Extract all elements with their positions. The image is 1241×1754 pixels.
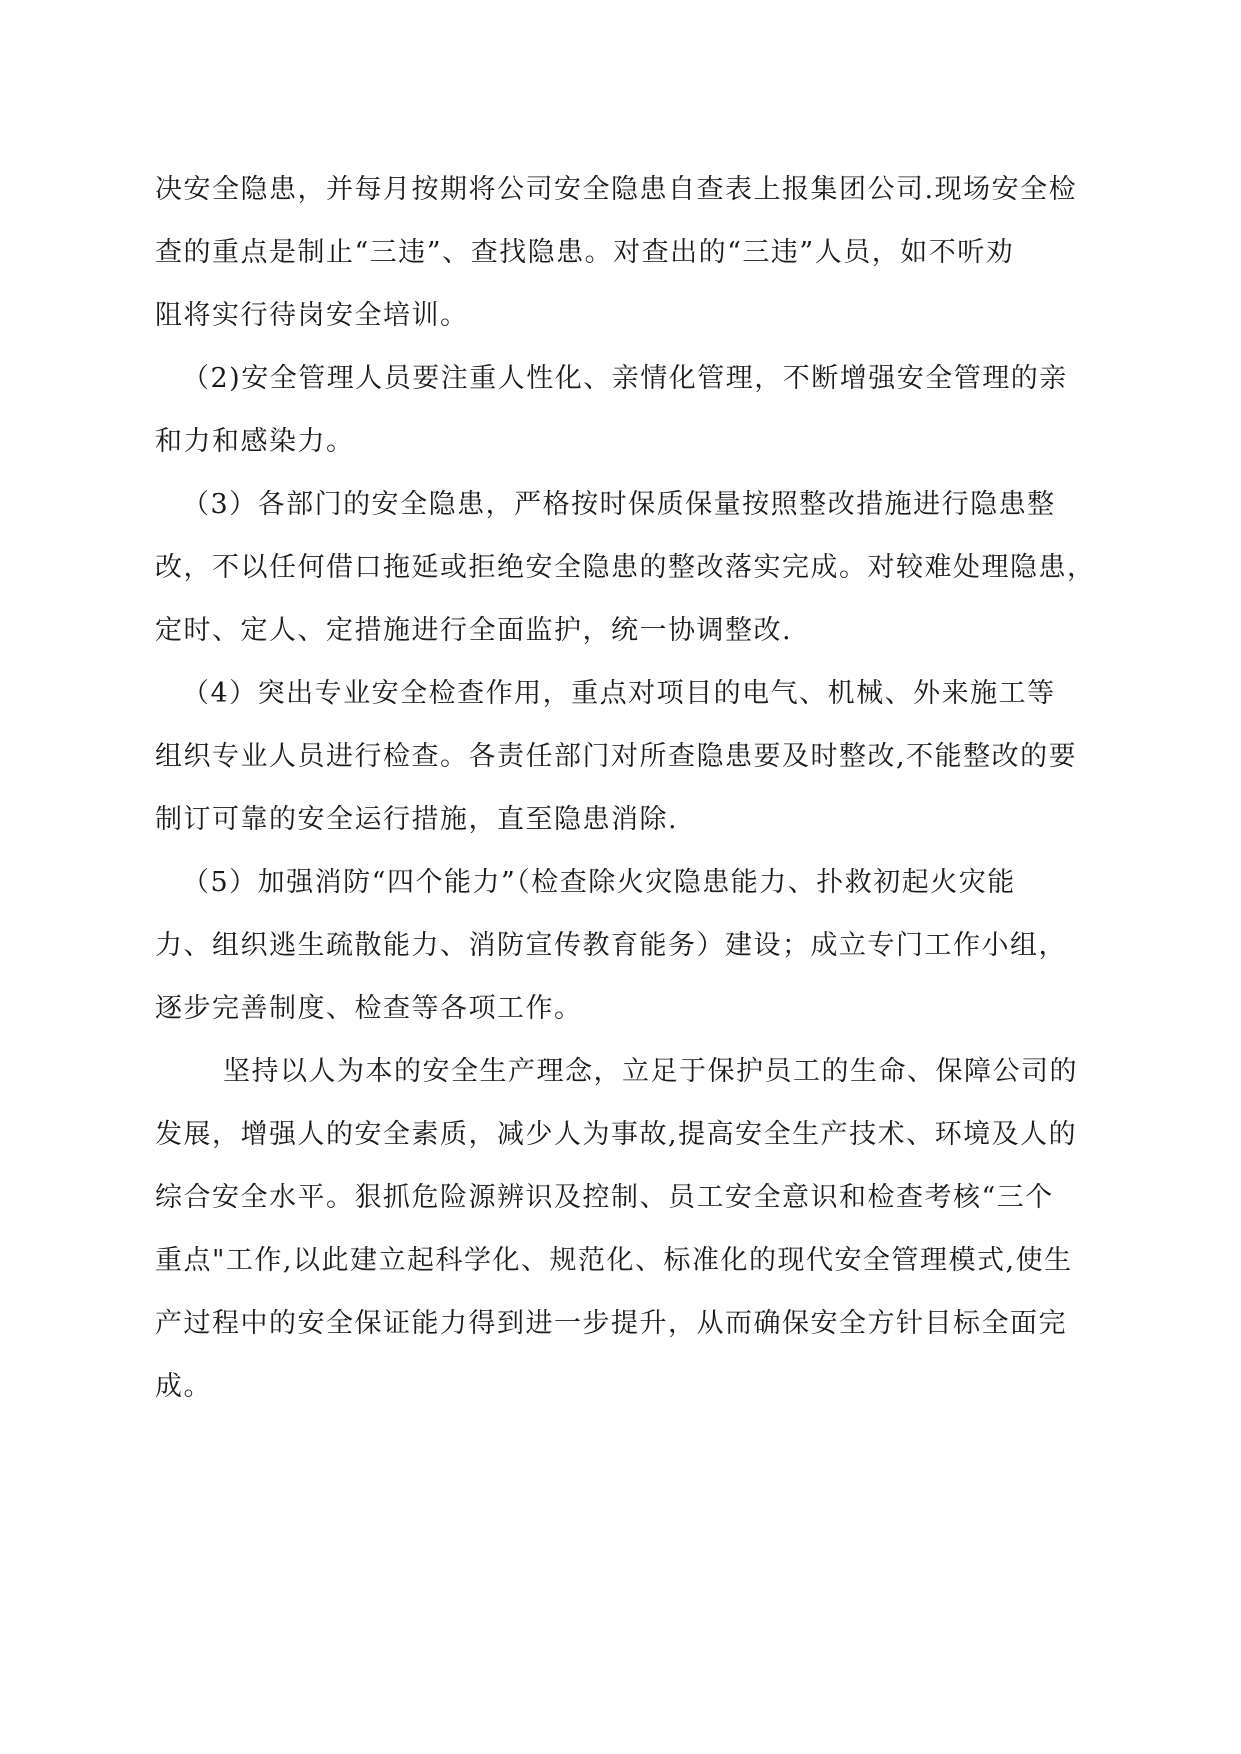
paragraph-6 <box>155 1040 1155 1418</box>
text-line: 改，不以任何借口拖延或拒绝安全隐患的整改落实完成。对较难处理隐患， <box>155 552 1096 583</box>
paragraph-3 <box>155 473 1155 662</box>
text-line: 决安全隐患，并每月按期将公司安全隐患自查表上报集团公司.现场安全检 <box>155 174 1078 205</box>
text-line: 组织专业人员进行检查。各责任部门对所查隐患要及时整改,不能整改的要 <box>155 741 1078 772</box>
text-line: 查的重点是制止“三违”、查找隐患。对查出的“三违”人员，如不听劝 <box>155 237 1015 268</box>
text-line: 综合安全水平。狠抓危险源辨识及控制、员工安全意识和检查考核“三个 <box>155 1182 1054 1213</box>
text-line: （4）突出专业安全检查作用，重点对项目的电气、机械、外来施工等 <box>182 678 1056 709</box>
text-line: 制订可靠的安全运行措施，直至隐患消除. <box>155 804 679 835</box>
text-line: 重点"工作,以此建立起科学化、规范化、标准化的现代安全管理模式,使生 <box>155 1245 1073 1276</box>
text-line: 成。 <box>155 1371 212 1402</box>
document-body <box>155 158 1155 1418</box>
text-line: 定时、定人、定措施进行全面监护，统一协调整改. <box>155 615 793 646</box>
text-line: 力、组织逃生疏散能力、消防宣传教育能务）建设；成立专门工作小组， <box>155 930 1067 961</box>
text-line: 发展，增强人的安全素质，减少人为事故,提高安全生产技术、环境及人的 <box>155 1119 1078 1150</box>
text-line: （5）加强消防“四个能力”（检查除火灾隐患能力、扑救初起火灾能 <box>182 867 1016 898</box>
text-line: （2)安全管理人员要注重人性化、亲情化管理，不断增强安全管理的亲 <box>182 363 1068 394</box>
text-line: 和力和感染力。 <box>155 426 355 457</box>
paragraph-4 <box>155 662 1155 851</box>
text-line: 产过程中的安全保证能力得到进一步提升，从而确保安全方针目标全面完 <box>155 1308 1067 1339</box>
text-line: 阻将实行待岗安全培训。 <box>155 300 469 331</box>
paragraph-2 <box>155 347 1155 473</box>
text-line: 逐步完善制度、检查等各项工作。 <box>155 993 583 1024</box>
paragraph-5 <box>155 851 1155 1040</box>
text-line: 坚持以人为本的安全生产理念，立足于保护员工的生命、保障公司的 <box>223 1056 1078 1087</box>
text-line: （3）各部门的安全隐患，严格按时保质保量按照整改措施进行隐患整 <box>182 489 1056 520</box>
paragraph-1 <box>155 158 1155 347</box>
